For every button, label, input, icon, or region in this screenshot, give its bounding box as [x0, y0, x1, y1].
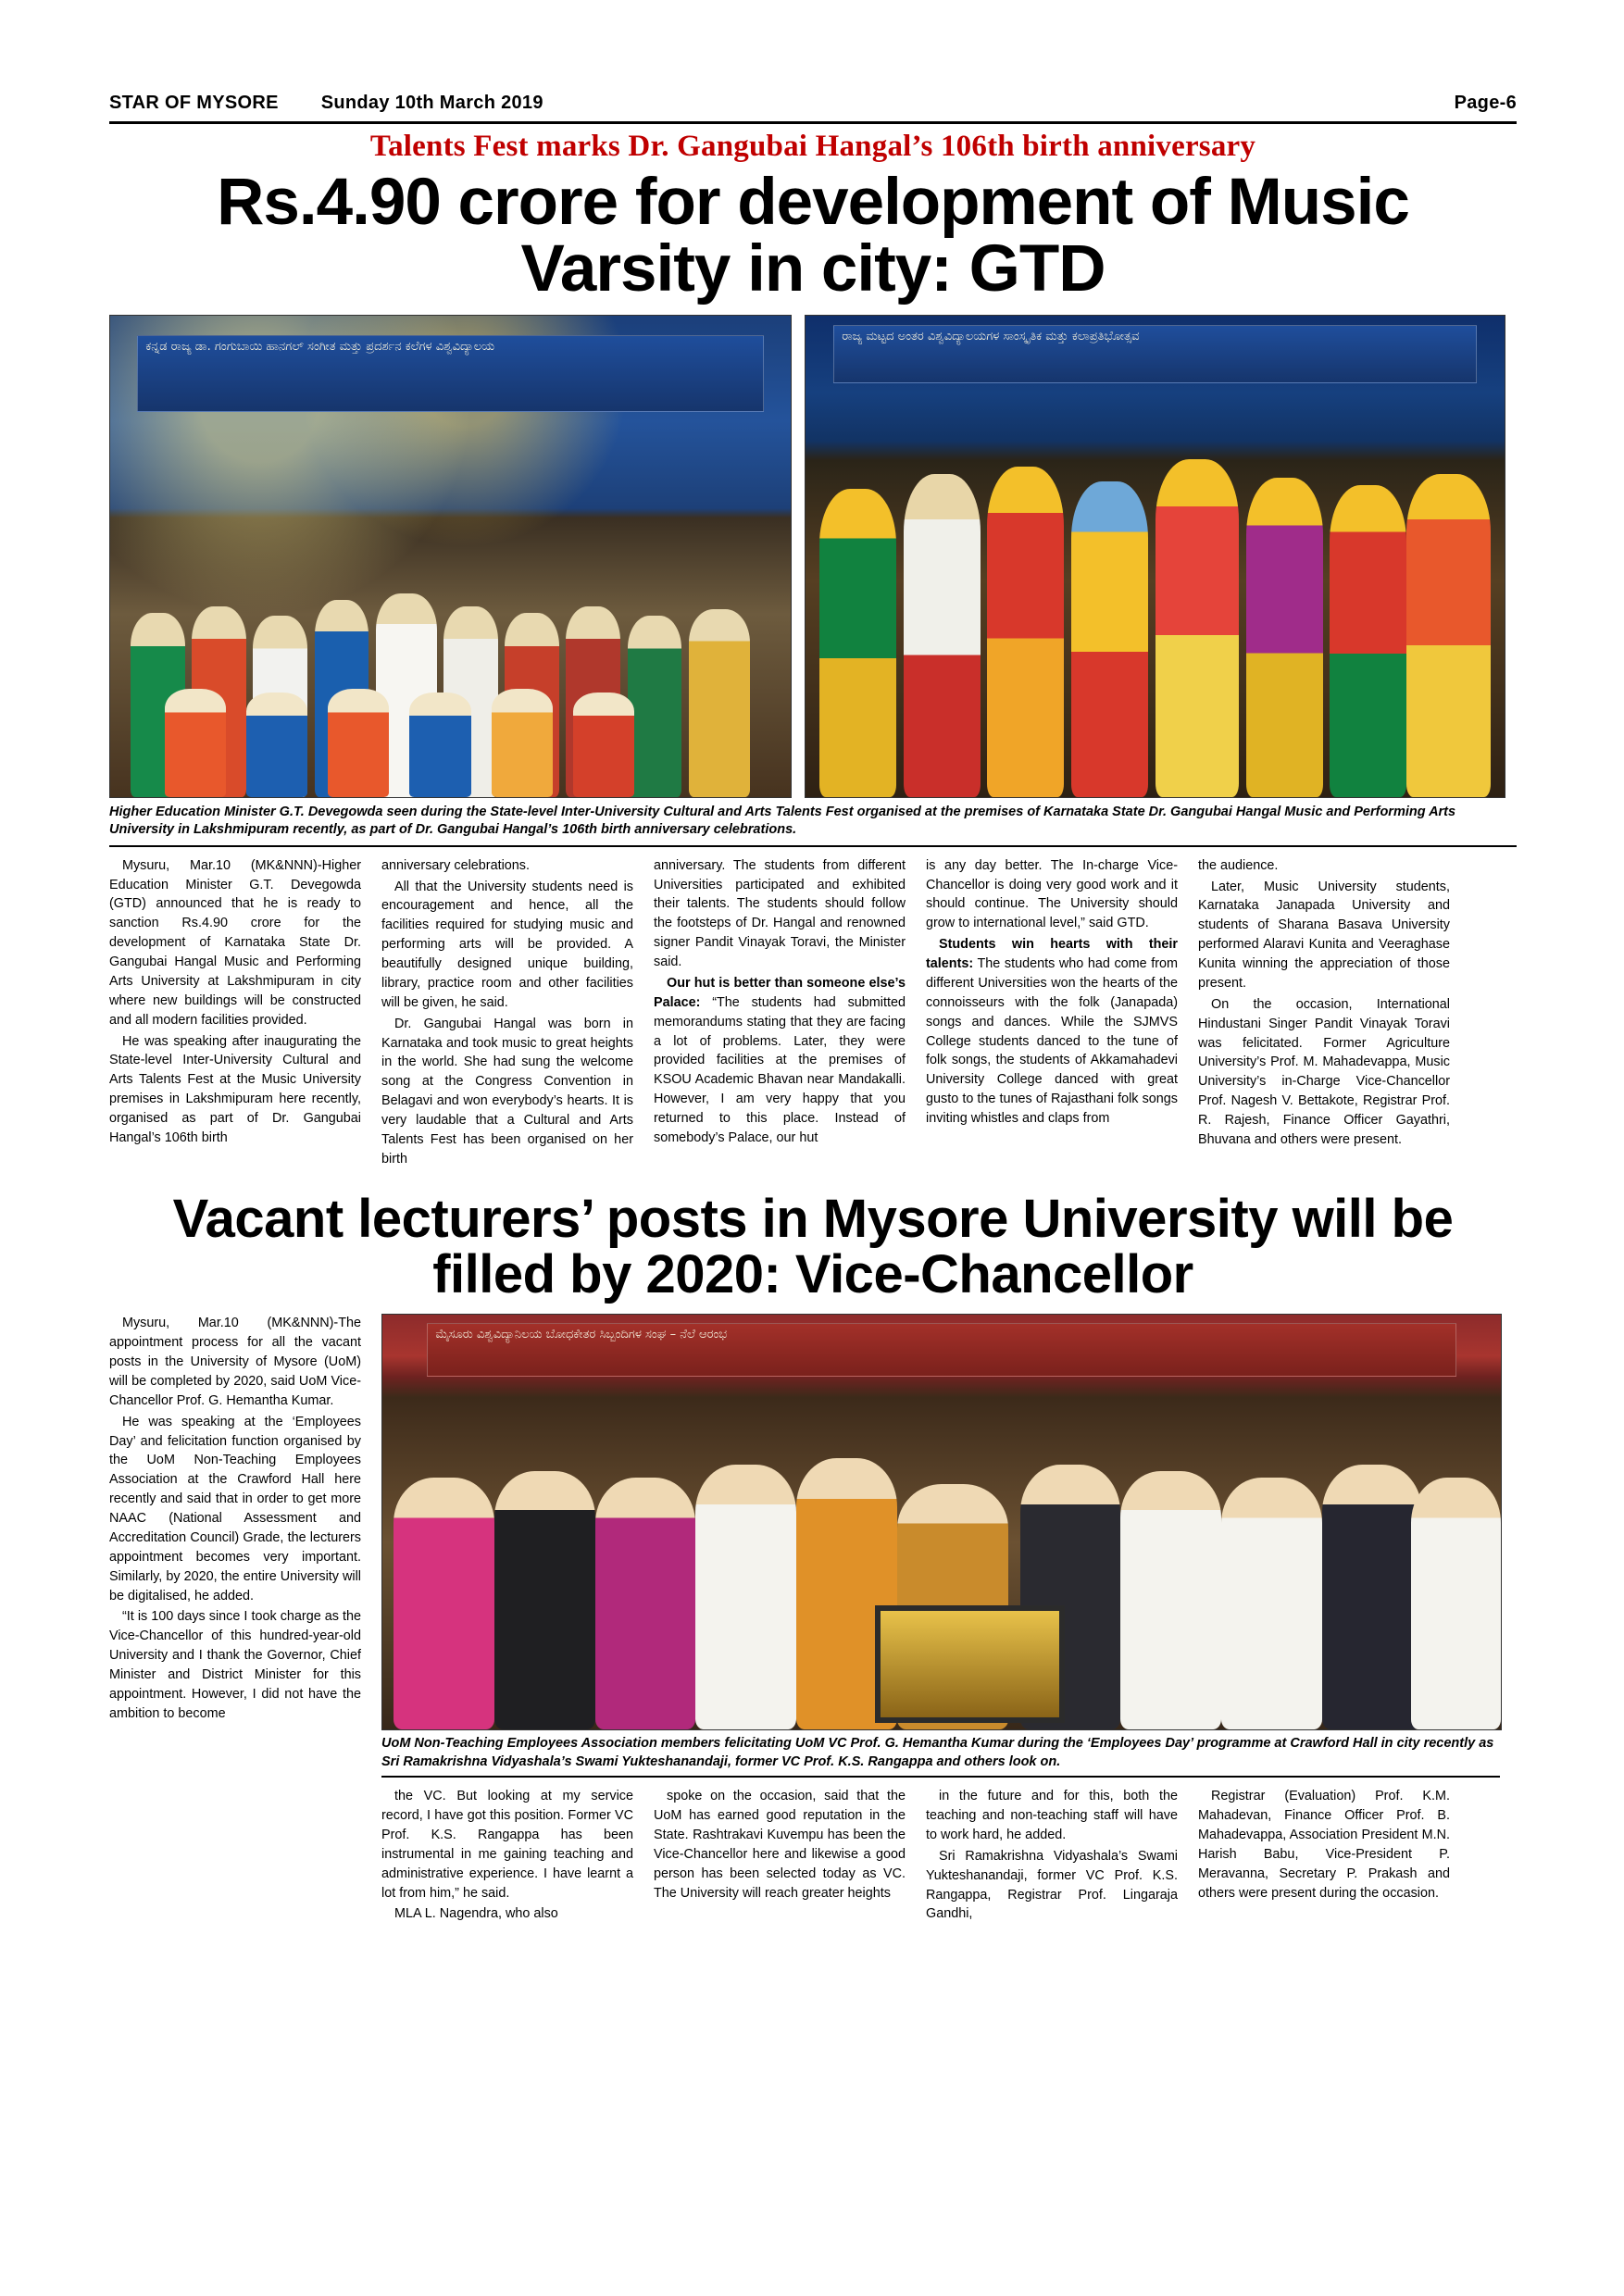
paragraph: anniversary. The students from different Universities participated and exhibited their talents. The students should follow the footsteps of Dr. Hangal and renowned signer Pandit Vinayak Toravi, the Minister said. — [654, 857, 906, 970]
paragraph: Sri Ramakrishna Vidyashala’s Swami Yukteshanandaji, former VC Prof. K.S. Rangappa, Registrar Prof. Lingaraja Gandhi, — [926, 1848, 1178, 1922]
story2-body — [109, 1787, 1517, 1926]
paragraph: the VC. But looking at my service record, I have got this position. Former VC Prof. K.S. Rangappa has been instrumental in me gaining teaching and administrative experience. I have learnt a lot from him,” he said. — [381, 1789, 633, 1901]
newspaper-page — [109, 93, 1517, 2222]
paragraph: Later, Music University students, Karnataka Janapada University and students of Sharana Basava University performed Alaravi Kunita and Veeraghase Kunita winning the appreciation of those present. — [1198, 879, 1450, 991]
paragraph: anniversary celebrations. — [381, 857, 530, 873]
story2-column-1 — [381, 1787, 633, 1926]
story1-photo-right-banner-text: ರಾಜ್ಯ ಮಟ್ಟದ ಅಂತರ ವಿಶ್ವವಿದ್ಯಾಲಯಗಳ ಸಾಂಸ್ಕೃತಿಕ ಮತ್ತು ಕಲಾಪ್ರತಿಭೋತ್ಸವ — [833, 325, 1477, 382]
story1-body — [109, 856, 1517, 1171]
story2-column-2 — [654, 1787, 906, 1926]
paragraph-lead-in: Students win hearts with their talents: — [926, 937, 1178, 972]
story1-column-3 — [654, 856, 906, 1171]
story2-intro-column — [109, 1314, 361, 1787]
paragraph: On the occasion, International Hindustani Singer Pandit Vinayak Toravi was felicitated. Former Agriculture University’s Prof. M. Mahadevappa, Music University’s in-Charge Vice-Chancellor Prof. Nagesh V. Bettakote, Registrar Prof. R. Rajesh, Finance Officer Gayathri, Bhuvana and others were present. — [1198, 996, 1450, 1147]
paragraph-text: “The students had submitted memorandums stating that they are facing a lot of problems. Later, they were provided facilities at the premises of KSOU Academic Bhavan near Mandakalli. However, I am very happy that you returned to this place. Instead of somebody’s Palace, our hut — [654, 994, 906, 1145]
story1-photo-row — [109, 315, 1517, 798]
story1-photo-caption: Higher Education Minister G.T. Devegowda seen during the State-level Inter-University Cultural and Arts Talents Fest organised at the premises of Karnataka State Dr. Gangubai Hangal Music and Performing Arts University in Lakshmipuram recently, as part of Dr. Gangubai Hangal’s 106th birth anniversary celebrations. — [109, 804, 1517, 847]
paragraph: Dr. Gangubai Hangal was born in Karnataka and took music to great heights in the world. She had sung the welcome song at the Congress Convention in Belagavi and won everybody’s hearts. It is very laudable that a Cultural and Arts Talents Fest has been organised on her birth — [381, 1016, 633, 1167]
story1-photo-left — [109, 315, 792, 798]
story2-top — [109, 1314, 1517, 1787]
story1-column-2 — [381, 856, 633, 1171]
story1-column-4 — [926, 856, 1178, 1171]
story1-photo-right — [805, 315, 1505, 798]
paragraph — [926, 935, 1178, 1129]
paragraph-lead-in: Our hut is better than someone else’s Palace: — [654, 975, 906, 1010]
story2-photo-banner-text: ಮೈಸೂರು ವಿಶ್ವವಿದ್ಯಾನಿಲಯ ಬೋಧಕೇತರ ಸಿಬ್ಬಂದಿಗಳ ಸಂಘ – ನೆಲೆ ಆರಂಭ — [427, 1323, 1455, 1377]
paragraph: the audience. — [1198, 857, 1279, 873]
issue-date: Sunday 10th March 2019 — [320, 93, 543, 113]
story1-column-1 — [109, 856, 361, 1171]
paragraph: “It is 100 days since I took charge as the Vice-Chancellor of this hundred-year-old University and I thank the Governor, Chief Minister and District Minister for this appointment. However, I did not have the ambition to become — [109, 1609, 361, 1721]
story1-kicker: Talents Fest marks Dr. Gangubai Hangal’s 106th birth anniversary — [369, 130, 1256, 163]
paragraph-text: The students who had come from different Universities won the hearts of the connoisseurs with the folk (Janapada) songs and dances. While the SJMVS College students danced to the tune of folk songs, the students of Akkamahadevi University College danced with great gusto to the tunes of Rajasthani folk songs inviting whistles and claps from — [926, 956, 1178, 1127]
paragraph: All that the University students need is encouragement and hence, all the facilities required for studying music and performing arts will be provided. A beautifully designed unique building, library, practice room and other facilities will be given, he said. — [381, 879, 633, 1010]
paragraph: Mysuru, Mar.10 (MK&NNN)-Higher Education Minister G.T. Devegowda (GTD) announced that he is ready to sanction Rs.4.90 crore for the development of Karnataka State Dr. Gangubai Hangal Music and Performing Arts University at Lakshmipuram in city where new buildings will be constructed and all modern facilities provided. — [109, 857, 361, 1028]
paragraph: spoke on the occasion, said that the UoM has earned good reputation in the State. Rashtrakavi Kuvempu has been the Vice-Chancellor here and likewise a good person has been selected today as VC. The University will reach greater heights — [654, 1789, 906, 1901]
paragraph: Mysuru, Mar.10 (MK&NNN)-The appointment process for all the vacant posts in the University of Mysore (UoM) will be completed by 2020, said UoM Vice-Chancellor Prof. G. Hemantha Kumar. — [109, 1316, 361, 1408]
story2-photo-caption: UoM Non-Teaching Employees Association members felicitating UoM VC Prof. G. Hemantha Kumar during the ‘Employees Day’ programme at Crawford Hall in city recently as Sri Ramakrishna Vidyashala’s Swami Yukteshanandaji, former VC Prof. K.S. Rangappa and others look on. — [381, 1735, 1500, 1778]
paragraph: in the future and for this, both the teaching and non-teaching staff will have to work hard, he added. — [926, 1789, 1178, 1842]
story2-spacer — [109, 1787, 361, 1926]
story2-column-3 — [926, 1787, 1178, 1926]
paragraph: is any day better. The In-charge Vice-Chancellor is doing very good work and it should continue. The University should grow to international level,” said GTD. — [926, 857, 1178, 931]
story1-photo-left-banner-text: ಕನ್ನಡ ರಾಜ್ಯ ಡಾ. ಗಂಗುಬಾಯಿ ಹಾನಗಲ್ ಸಂಗೀತ ಮತ್ತು ಪ್ರದರ್ಶನ ಕಲೆಗಳ ವಿಶ್ವವಿದ್ಯಾಲಯ — [137, 335, 763, 412]
paragraph: He was speaking after inaugurating the State-level Inter-University Cultural and Arts Talents Fest at the Music University premises in Lakshmipuram here recently, organised as part of Dr. Gangubai Hangal’s 106th birth — [109, 1033, 361, 1145]
paper-name: STAR OF MYSORE — [109, 93, 279, 113]
story1-column-5 — [1198, 856, 1450, 1171]
story2-column-4 — [1198, 1787, 1450, 1926]
paragraph — [654, 974, 906, 1148]
page-number: Page-6 — [1454, 93, 1517, 113]
paragraph: Registrar (Evaluation) Prof. K.M. Mahadevan, Finance Officer Prof. B. Mahadevappa, Association President M.N. Harish Babu, Vice-President P. Meravanna, Secretary P. Prakash and others were present during the occasion. — [1198, 1789, 1450, 1901]
story2-headline: Vacant lecturers’ posts in Mysore University will be filled by 2020: Vice-Chancellor — [172, 1188, 1454, 1304]
story1-headline: Rs.4.90 crore for development of Music Varsity in city: GTD — [217, 166, 1409, 306]
paragraph: MLA L. Nagendra, who also — [394, 1906, 558, 1922]
masthead-rule — [109, 121, 1517, 124]
paragraph: He was speaking at the ‘Employees Day’ and felicitation function organised by the UoM Non-Teaching Employees Association at the Crawford Hall here recently and said that in order to get more NAAC (National Assessment and Accreditation Council) Grade, the lecturers appointment becomes very important. Similarly, by 2020, the entire University will be digitalised, he added. — [109, 1414, 361, 1603]
masthead — [109, 93, 1517, 121]
story2-photo — [381, 1314, 1502, 1730]
